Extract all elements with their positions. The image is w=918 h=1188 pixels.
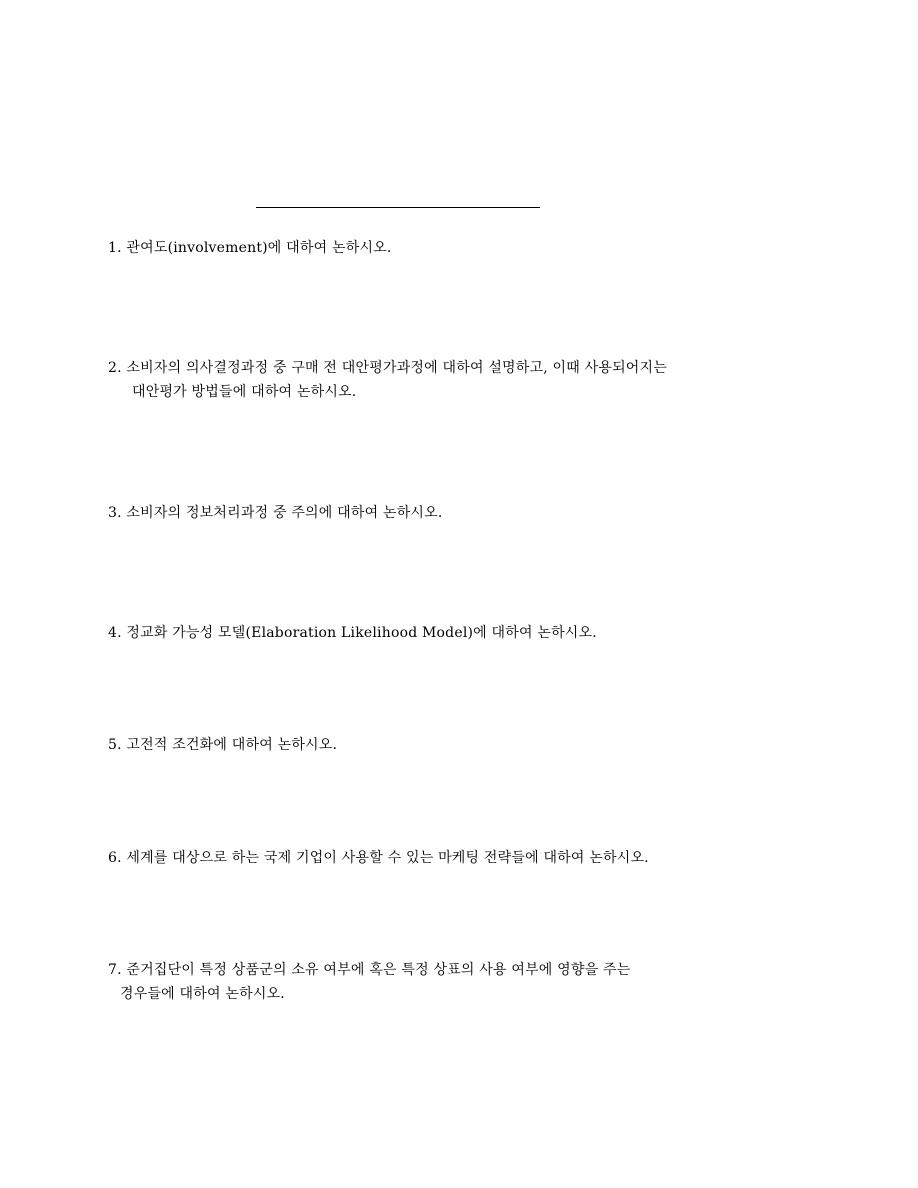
question-5 [108,733,337,757]
question-7-text: 7. 준거집단이 특정 상품군의 소유 여부에 혹은 특정 상표의 사용 여부에 영향을 주는 [108,962,631,978]
question-3 [108,501,443,525]
question-4 [108,621,597,645]
question-4-text: 4. 정교화 가능성 모델(Elaboration Likelihood Model)에 대하여 논하시오. [108,625,597,641]
question-3-text: 3. 소비자의 정보처리과정 중 주의에 대하여 논하시오. [108,505,443,521]
question-2-text: 2. 소비자의 의사결정과정 중 구매 전 대안평가과정에 대하여 설명하고, 이때 사용되어지는 [108,360,667,376]
question-1 [108,236,392,260]
question-5-text: 5. 고전적 조건화에 대하여 논하시오. [108,737,338,753]
question-6-text: 6. 세계를 대상으로 하는 국제 기업이 사용할 수 있는 마케팅 전략들에 대하여 논하시오. [108,850,649,866]
question-2-text-continued: 대안평가 방법들에 대하여 논하시오. [132,384,357,400]
title-underline [256,207,540,208]
question-2 [108,356,667,404]
question-1-text: 1. 관여도(involvement)에 대하여 논하시오. [108,240,392,256]
question-7 [108,958,630,1006]
question-6 [108,846,649,870]
question-7-text-continued: 경우들에 대하여 논하시오. [120,986,285,1002]
